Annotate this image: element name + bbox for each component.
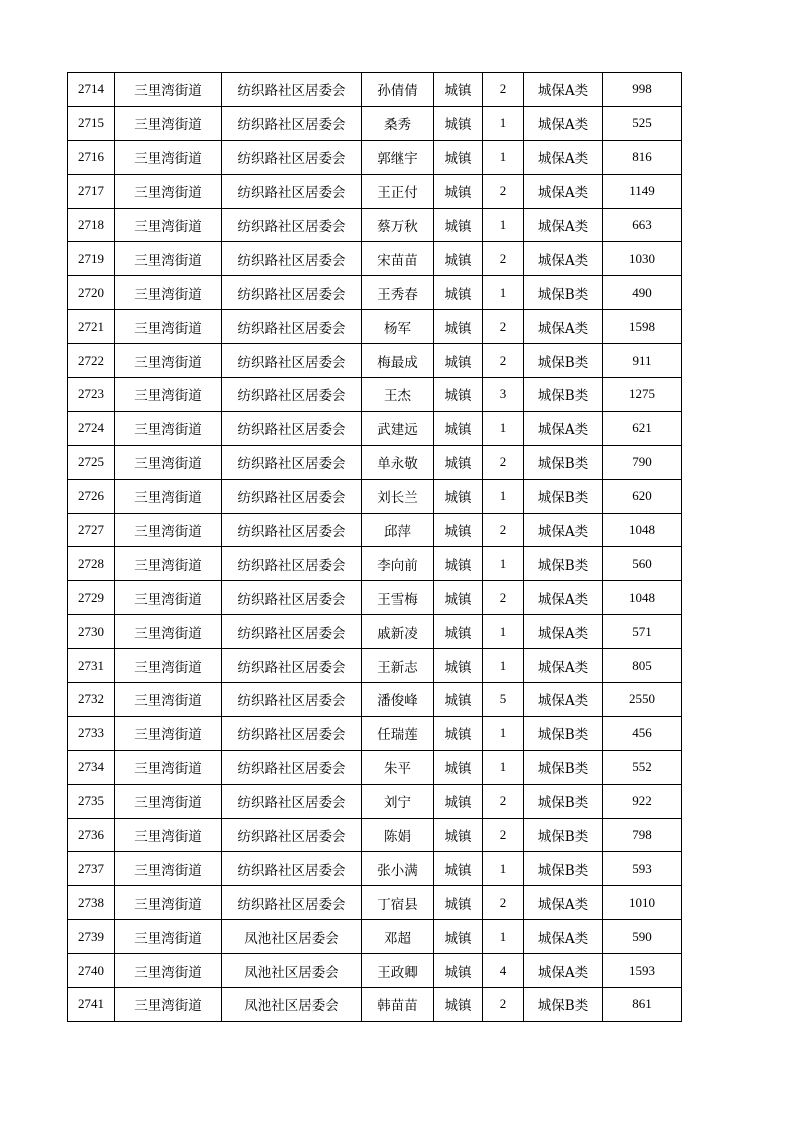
table-row — [68, 174, 682, 208]
community-cell: 纺织路社区居委会 — [222, 581, 362, 615]
name-cell: 王雪梅 — [362, 581, 434, 615]
community-cell: 纺织路社区居委会 — [222, 818, 362, 852]
amount-cell: 861 — [603, 988, 682, 1022]
row-id-cell: 2719 — [68, 242, 115, 276]
category-cell: 城保B类 — [524, 378, 603, 412]
street-cell: 三里湾街道 — [115, 479, 222, 513]
name-cell: 张小满 — [362, 852, 434, 886]
table-row — [68, 954, 682, 988]
category-cell: 城保A类 — [524, 954, 603, 988]
amount-cell: 2550 — [603, 683, 682, 717]
category-cell: 城保A类 — [524, 310, 603, 344]
category-cell: 城保B类 — [524, 818, 603, 852]
table-row — [68, 683, 682, 717]
name-cell: 桑秀 — [362, 106, 434, 140]
table-row — [68, 513, 682, 547]
name-cell: 邓超 — [362, 920, 434, 954]
street-cell: 三里湾街道 — [115, 716, 222, 750]
community-cell: 纺织路社区居委会 — [222, 716, 362, 750]
row-id-cell: 2740 — [68, 954, 115, 988]
amount-cell: 490 — [603, 276, 682, 310]
category-cell: 城保A类 — [524, 242, 603, 276]
row-id-cell: 2729 — [68, 581, 115, 615]
household-size-cell: 2 — [483, 344, 524, 378]
street-cell: 三里湾街道 — [115, 750, 222, 784]
category-cell: 城保B类 — [524, 716, 603, 750]
area-type-cell: 城镇 — [434, 310, 483, 344]
amount-cell: 456 — [603, 716, 682, 750]
household-size-cell: 4 — [483, 954, 524, 988]
household-size-cell: 2 — [483, 818, 524, 852]
table-row — [68, 242, 682, 276]
name-cell: 梅最成 — [362, 344, 434, 378]
street-cell: 三里湾街道 — [115, 615, 222, 649]
amount-cell: 1048 — [603, 513, 682, 547]
community-cell: 纺织路社区居委会 — [222, 852, 362, 886]
row-id-cell: 2725 — [68, 445, 115, 479]
amount-cell: 663 — [603, 208, 682, 242]
area-type-cell: 城镇 — [434, 649, 483, 683]
household-size-cell: 1 — [483, 411, 524, 445]
amount-cell: 593 — [603, 852, 682, 886]
community-cell: 纺织路社区居委会 — [222, 445, 362, 479]
household-size-cell: 1 — [483, 615, 524, 649]
name-cell: 邱萍 — [362, 513, 434, 547]
name-cell: 宋苗苗 — [362, 242, 434, 276]
area-type-cell: 城镇 — [434, 73, 483, 107]
area-type-cell: 城镇 — [434, 683, 483, 717]
household-size-cell: 1 — [483, 208, 524, 242]
area-type-cell: 城镇 — [434, 988, 483, 1022]
name-cell: 王政卿 — [362, 954, 434, 988]
community-cell: 纺织路社区居委会 — [222, 784, 362, 818]
area-type-cell: 城镇 — [434, 344, 483, 378]
category-cell: 城保A类 — [524, 886, 603, 920]
area-type-cell: 城镇 — [434, 886, 483, 920]
table-row — [68, 886, 682, 920]
amount-cell: 525 — [603, 106, 682, 140]
household-size-cell: 2 — [483, 445, 524, 479]
amount-cell: 1010 — [603, 886, 682, 920]
row-id-cell: 2726 — [68, 479, 115, 513]
community-cell: 纺织路社区居委会 — [222, 106, 362, 140]
area-type-cell: 城镇 — [434, 208, 483, 242]
name-cell: 朱平 — [362, 750, 434, 784]
household-size-cell: 1 — [483, 547, 524, 581]
community-cell: 纺织路社区居委会 — [222, 140, 362, 174]
community-cell: 凤池社区居委会 — [222, 920, 362, 954]
household-size-cell: 2 — [483, 242, 524, 276]
area-type-cell: 城镇 — [434, 140, 483, 174]
area-type-cell: 城镇 — [434, 615, 483, 649]
household-size-cell: 1 — [483, 750, 524, 784]
category-cell: 城保A类 — [524, 683, 603, 717]
amount-cell: 1598 — [603, 310, 682, 344]
table-row — [68, 479, 682, 513]
table-row — [68, 750, 682, 784]
category-cell: 城保B类 — [524, 276, 603, 310]
community-cell: 纺织路社区居委会 — [222, 344, 362, 378]
name-cell: 单永敬 — [362, 445, 434, 479]
community-cell: 纺织路社区居委会 — [222, 649, 362, 683]
table-row — [68, 649, 682, 683]
name-cell: 李向前 — [362, 547, 434, 581]
street-cell: 三里湾街道 — [115, 208, 222, 242]
amount-cell: 620 — [603, 479, 682, 513]
street-cell: 三里湾街道 — [115, 852, 222, 886]
household-size-cell: 2 — [483, 73, 524, 107]
street-cell: 三里湾街道 — [115, 445, 222, 479]
area-type-cell: 城镇 — [434, 581, 483, 615]
name-cell: 陈娟 — [362, 818, 434, 852]
name-cell: 潘俊峰 — [362, 683, 434, 717]
street-cell: 三里湾街道 — [115, 886, 222, 920]
area-type-cell: 城镇 — [434, 276, 483, 310]
category-cell: 城保A类 — [524, 106, 603, 140]
community-cell: 纺织路社区居委会 — [222, 615, 362, 649]
row-id-cell: 2736 — [68, 818, 115, 852]
amount-cell: 1149 — [603, 174, 682, 208]
amount-cell: 1030 — [603, 242, 682, 276]
row-id-cell: 2731 — [68, 649, 115, 683]
category-cell: 城保A类 — [524, 615, 603, 649]
household-size-cell: 1 — [483, 479, 524, 513]
row-id-cell: 2723 — [68, 378, 115, 412]
category-cell: 城保B类 — [524, 344, 603, 378]
amount-cell: 621 — [603, 411, 682, 445]
row-id-cell: 2722 — [68, 344, 115, 378]
amount-cell: 571 — [603, 615, 682, 649]
category-cell: 城保A类 — [524, 140, 603, 174]
community-cell: 纺织路社区居委会 — [222, 411, 362, 445]
roster-table — [67, 72, 682, 1022]
area-type-cell: 城镇 — [434, 716, 483, 750]
community-cell: 纺织路社区居委会 — [222, 208, 362, 242]
amount-cell: 911 — [603, 344, 682, 378]
street-cell: 三里湾街道 — [115, 411, 222, 445]
row-id-cell: 2738 — [68, 886, 115, 920]
area-type-cell: 城镇 — [434, 954, 483, 988]
street-cell: 三里湾街道 — [115, 106, 222, 140]
amount-cell: 1593 — [603, 954, 682, 988]
category-cell: 城保A类 — [524, 649, 603, 683]
table-row — [68, 581, 682, 615]
table-row — [68, 920, 682, 954]
area-type-cell: 城镇 — [434, 513, 483, 547]
amount-cell: 590 — [603, 920, 682, 954]
table-row — [68, 310, 682, 344]
household-size-cell: 1 — [483, 106, 524, 140]
name-cell: 武建远 — [362, 411, 434, 445]
area-type-cell: 城镇 — [434, 174, 483, 208]
name-cell: 戚新凌 — [362, 615, 434, 649]
street-cell: 三里湾街道 — [115, 547, 222, 581]
area-type-cell: 城镇 — [434, 378, 483, 412]
community-cell: 纺织路社区居委会 — [222, 683, 362, 717]
table-row — [68, 716, 682, 750]
table-row — [68, 547, 682, 581]
household-size-cell: 2 — [483, 513, 524, 547]
name-cell: 刘宁 — [362, 784, 434, 818]
row-id-cell: 2733 — [68, 716, 115, 750]
street-cell: 三里湾街道 — [115, 784, 222, 818]
household-size-cell: 3 — [483, 378, 524, 412]
amount-cell: 560 — [603, 547, 682, 581]
table-row — [68, 140, 682, 174]
row-id-cell: 2735 — [68, 784, 115, 818]
row-id-cell: 2718 — [68, 208, 115, 242]
category-cell: 城保B类 — [524, 784, 603, 818]
amount-cell: 805 — [603, 649, 682, 683]
row-id-cell: 2716 — [68, 140, 115, 174]
roster-body — [68, 73, 682, 1022]
area-type-cell: 城镇 — [434, 852, 483, 886]
row-id-cell: 2734 — [68, 750, 115, 784]
street-cell: 三里湾街道 — [115, 954, 222, 988]
table-row — [68, 445, 682, 479]
amount-cell: 998 — [603, 73, 682, 107]
category-cell: 城保B类 — [524, 479, 603, 513]
table-row — [68, 276, 682, 310]
amount-cell: 790 — [603, 445, 682, 479]
row-id-cell: 2737 — [68, 852, 115, 886]
name-cell: 孙倩倩 — [362, 73, 434, 107]
community-cell: 纺织路社区居委会 — [222, 479, 362, 513]
area-type-cell: 城镇 — [434, 920, 483, 954]
household-size-cell: 1 — [483, 276, 524, 310]
row-id-cell: 2728 — [68, 547, 115, 581]
name-cell: 蔡万秋 — [362, 208, 434, 242]
household-size-cell: 2 — [483, 886, 524, 920]
area-type-cell: 城镇 — [434, 784, 483, 818]
category-cell: 城保A类 — [524, 208, 603, 242]
table-row — [68, 784, 682, 818]
community-cell: 凤池社区居委会 — [222, 954, 362, 988]
name-cell: 任瑞莲 — [362, 716, 434, 750]
name-cell: 王秀春 — [362, 276, 434, 310]
category-cell: 城保B类 — [524, 852, 603, 886]
street-cell: 三里湾街道 — [115, 140, 222, 174]
community-cell: 纺织路社区居委会 — [222, 242, 362, 276]
community-cell: 纺织路社区居委会 — [222, 310, 362, 344]
community-cell: 纺织路社区居委会 — [222, 378, 362, 412]
table-row — [68, 344, 682, 378]
area-type-cell: 城镇 — [434, 547, 483, 581]
street-cell: 三里湾街道 — [115, 378, 222, 412]
street-cell: 三里湾街道 — [115, 344, 222, 378]
community-cell: 纺织路社区居委会 — [222, 276, 362, 310]
table-row — [68, 378, 682, 412]
row-id-cell: 2714 — [68, 73, 115, 107]
amount-cell: 816 — [603, 140, 682, 174]
street-cell: 三里湾街道 — [115, 242, 222, 276]
household-size-cell: 5 — [483, 683, 524, 717]
street-cell: 三里湾街道 — [115, 683, 222, 717]
category-cell: 城保B类 — [524, 988, 603, 1022]
area-type-cell: 城镇 — [434, 242, 483, 276]
amount-cell: 922 — [603, 784, 682, 818]
community-cell: 纺织路社区居委会 — [222, 73, 362, 107]
row-id-cell: 2721 — [68, 310, 115, 344]
community-cell: 纺织路社区居委会 — [222, 513, 362, 547]
amount-cell: 1275 — [603, 378, 682, 412]
name-cell: 郭继宇 — [362, 140, 434, 174]
name-cell: 杨军 — [362, 310, 434, 344]
street-cell: 三里湾街道 — [115, 988, 222, 1022]
table-row — [68, 988, 682, 1022]
household-size-cell: 1 — [483, 140, 524, 174]
category-cell: 城保B类 — [524, 445, 603, 479]
area-type-cell: 城镇 — [434, 411, 483, 445]
area-type-cell: 城镇 — [434, 106, 483, 140]
household-size-cell: 2 — [483, 174, 524, 208]
street-cell: 三里湾街道 — [115, 276, 222, 310]
household-size-cell: 1 — [483, 852, 524, 886]
area-type-cell: 城镇 — [434, 818, 483, 852]
table-row — [68, 818, 682, 852]
name-cell: 丁宿县 — [362, 886, 434, 920]
row-id-cell: 2732 — [68, 683, 115, 717]
row-id-cell: 2720 — [68, 276, 115, 310]
table-row — [68, 106, 682, 140]
category-cell: 城保A类 — [524, 581, 603, 615]
row-id-cell: 2730 — [68, 615, 115, 649]
table-row — [68, 615, 682, 649]
household-size-cell: 1 — [483, 716, 524, 750]
street-cell: 三里湾街道 — [115, 513, 222, 547]
row-id-cell: 2724 — [68, 411, 115, 445]
name-cell: 王杰 — [362, 378, 434, 412]
row-id-cell: 2717 — [68, 174, 115, 208]
community-cell: 纺织路社区居委会 — [222, 174, 362, 208]
row-id-cell: 2739 — [68, 920, 115, 954]
household-size-cell: 2 — [483, 581, 524, 615]
household-size-cell: 1 — [483, 920, 524, 954]
name-cell: 韩苗苗 — [362, 988, 434, 1022]
table-row — [68, 852, 682, 886]
household-size-cell: 2 — [483, 784, 524, 818]
table-row — [68, 411, 682, 445]
name-cell: 刘长兰 — [362, 479, 434, 513]
area-type-cell: 城镇 — [434, 479, 483, 513]
community-cell: 纺织路社区居委会 — [222, 547, 362, 581]
category-cell: 城保A类 — [524, 920, 603, 954]
table-row — [68, 73, 682, 107]
area-type-cell: 城镇 — [434, 750, 483, 784]
category-cell: 城保B类 — [524, 547, 603, 581]
category-cell: 城保A类 — [524, 174, 603, 208]
community-cell: 纺织路社区居委会 — [222, 750, 362, 784]
street-cell: 三里湾街道 — [115, 310, 222, 344]
category-cell: 城保B类 — [524, 750, 603, 784]
community-cell: 纺织路社区居委会 — [222, 886, 362, 920]
category-cell: 城保A类 — [524, 411, 603, 445]
amount-cell: 552 — [603, 750, 682, 784]
street-cell: 三里湾街道 — [115, 581, 222, 615]
table-row — [68, 208, 682, 242]
household-size-cell: 1 — [483, 649, 524, 683]
row-id-cell: 2741 — [68, 988, 115, 1022]
row-id-cell: 2727 — [68, 513, 115, 547]
street-cell: 三里湾街道 — [115, 920, 222, 954]
area-type-cell: 城镇 — [434, 445, 483, 479]
name-cell: 王正付 — [362, 174, 434, 208]
amount-cell: 798 — [603, 818, 682, 852]
street-cell: 三里湾街道 — [115, 649, 222, 683]
street-cell: 三里湾街道 — [115, 73, 222, 107]
category-cell: 城保A类 — [524, 513, 603, 547]
row-id-cell: 2715 — [68, 106, 115, 140]
household-size-cell: 2 — [483, 310, 524, 344]
street-cell: 三里湾街道 — [115, 818, 222, 852]
category-cell: 城保A类 — [524, 73, 603, 107]
household-size-cell: 2 — [483, 988, 524, 1022]
community-cell: 凤池社区居委会 — [222, 988, 362, 1022]
amount-cell: 1048 — [603, 581, 682, 615]
name-cell: 王新志 — [362, 649, 434, 683]
street-cell: 三里湾街道 — [115, 174, 222, 208]
